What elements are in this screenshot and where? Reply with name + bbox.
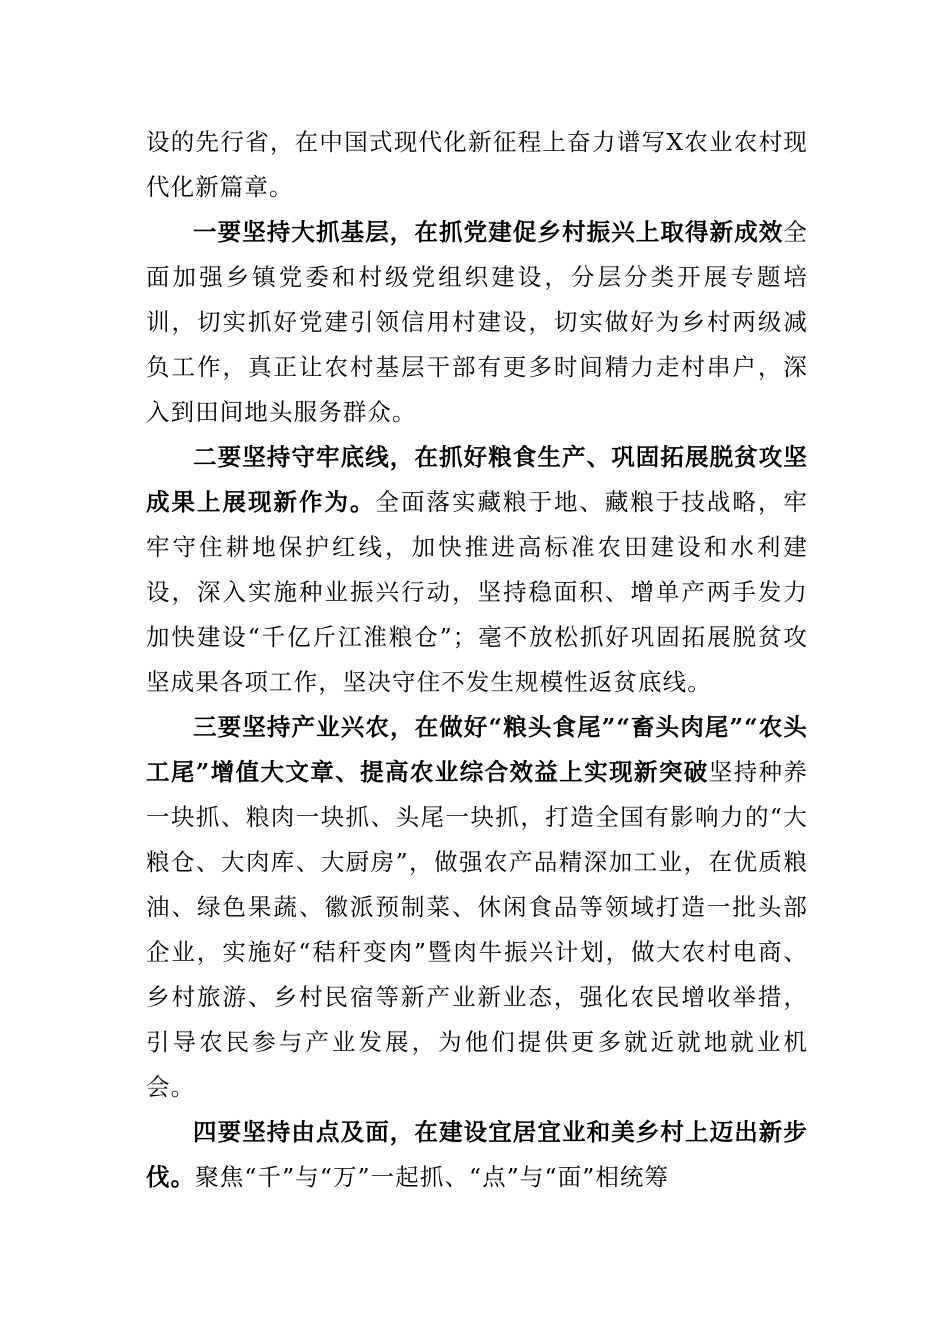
paragraph-heading: 三要坚持产业兴农，在做好“粮头食尾”“畜头肉尾”“农头工尾”增值大文章、提高农业综合效益上实现新突破 — [146, 713, 808, 786]
paragraph-body: 设的先行省，在中国式现代化新征程上奋力谱写X农业农村现代化新篇章。 — [146, 128, 808, 201]
paragraph-heading: 一要坚持大抓基层，在抓党建促乡村振兴上取得新成效 — [193, 218, 784, 246]
paragraph-point-four — [146, 1110, 808, 1200]
paragraph-heading: 二要坚持守牢底线，在抓好粮食生产、巩固拓展脱贫攻坚成果上展现新作为。 — [146, 443, 808, 516]
paragraph-body: 聚焦“千”与“万”一起抓、“点”与“面”相统筹 — [195, 1163, 670, 1191]
paragraph-continuation — [146, 120, 808, 210]
paragraph-body: 坚持种养一块抓、粮肉一块抓、头尾一块抓，打造全国有影响力的“大粮仓、大肉库、大厨房”，做强农产品精深加工业，在优质粮油、绿色果蔬、徽派预制菜、休闲食品等领域打造一批头部企业，实施好“秸秆变肉”暨肉牛振兴计划，做大农村电商、乡村旅游、乡村民宿等新产业新业态，强化农民增收举措，引导农民参与产业发展，为他们提供更多就近就地就业机会。 — [146, 758, 808, 1101]
paragraph-point-three — [146, 705, 808, 1110]
paragraph-point-one — [146, 210, 808, 435]
paragraph-body: 全面落实藏粮于地、藏粮于技战略，牢牢守住耕地保护红线，加快推进高标准农田建设和水利建设，深入实施种业振兴行动，坚持稳面积、增单产两手发力加快建设“千亿斤江淮粮仓”；毫不放松抓好巩固拓展脱贫攻坚成果各项工作，坚决守住不发生规模性返贫底线。 — [146, 488, 808, 696]
document-page — [146, 120, 808, 1200]
paragraph-point-two — [146, 435, 808, 705]
paragraph-heading: 四要坚持由点及面，在建设宜居宜业和美乡村上迈出新步伐。 — [146, 1118, 808, 1191]
paragraph-body: 全面加强乡镇党委和村级党组织建设，分层分类开展专题培训，切实抓好党建引领信用村建设，切实做好为乡村两级减负工作，真正让农村基层干部有更多时间精力走村串户，深入到田间地头服务群众。 — [146, 218, 809, 426]
